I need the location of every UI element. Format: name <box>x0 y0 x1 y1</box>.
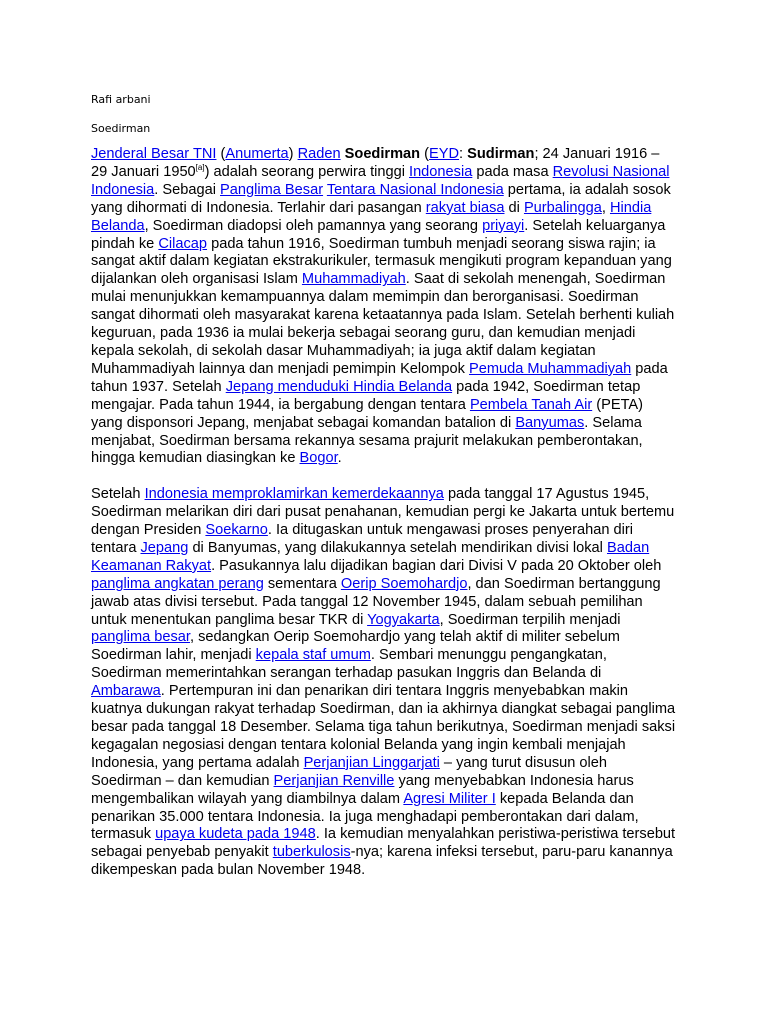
text-run: pada masa <box>472 163 553 180</box>
text-run: . <box>337 450 342 467</box>
wiki-link[interactable]: Jepang menduduki Hindia Belanda <box>225 378 453 395</box>
wiki-link[interactable]: Indonesia memproklamirkan kemerdekaannya <box>144 486 444 503</box>
wiki-link[interactable]: EYD <box>429 146 460 162</box>
text-run: . Ia ditugaskan untuk mengawasi proses penyerahan diri tentara <box>91 522 633 556</box>
text-run: . Selama menjabat, Soedirman bersama rekannya sesama prajurit melakukan pemberontakan, hingga kemudian diasingkan ke <box>91 414 643 467</box>
text-run: ; 24 Januari 1916 – 29 Januari 1950 <box>91 146 660 180</box>
wiki-link[interactable]: Revolusi Nasional Indonesia <box>91 163 670 198</box>
wiki-link[interactable]: Yogyakarta <box>367 611 440 628</box>
wiki-link[interactable]: Soekarno <box>205 522 268 539</box>
text-run: di <box>504 199 524 216</box>
text-run: , Soedirman diadopsi oleh pamannya yang seorang <box>144 217 483 234</box>
wiki-link[interactable]: upaya kudeta pada 1948 <box>155 826 316 843</box>
text-run: yang menyebabkan Indonesia harus mengembalikan wilayah yang diambilnya dalam <box>91 772 634 807</box>
document-title: Soedirman <box>91 122 151 135</box>
wiki-link[interactable]: Tentara Nasional Indonesia <box>326 181 504 198</box>
wiki-link[interactable]: Pembela Tanah Air <box>469 396 593 413</box>
text-run: pada tanggal 17 Agustus 1945, Soedirman melarikan diri dari pusat penahanan, kemudian pergi ke Jakarta untuk bertemu dengan Presiden <box>91 486 675 539</box>
text-run: pada 1942, Soedirman tetap mengajar. Pada tahun 1944, ia bergabung dengan tentara <box>91 378 641 413</box>
wiki-link[interactable]: Oerip Soemohardjo <box>340 575 468 592</box>
bold-term: Sudirman <box>467 146 535 162</box>
wiki-link[interactable]: Ambarawa <box>91 683 161 700</box>
wiki-link[interactable]: Panglima Besar <box>220 181 324 198</box>
wiki-link[interactable]: Purbalingga <box>523 199 602 216</box>
text-run: . Pertempuran ini dan penarikan diri tentara Inggris menyebabkan makin kuatnya dukungan rakyat terhadap Soedirman, dan ia akhirnya diangkat sebagai panglima besar pada tanggal 18 Desember. Selama tiga tahun berikutnya, Soedirman menjadi saksi kegagalan negosiasi dengan tentara kolonial Belanda yang ingin kembali menjajah Indonesia, yang pertama adalah <box>91 683 676 771</box>
wiki-link[interactable]: Perjanjian Renville <box>273 772 395 789</box>
wiki-link[interactable]: Pemuda Muhammadiyah <box>469 360 632 377</box>
wiki-link[interactable]: tuberkulosis <box>272 844 351 861</box>
text-run: pada tahun 1916, Soedirman tumbuh menjadi seorang siswa rajin; ia sangat aktif dalam kegiatan ekstrakurikuler, termasuk mengikuti program kepanduan yang dijalankan oleh organisasi Islam <box>91 235 672 288</box>
wiki-link[interactable]: Cilacap <box>158 235 208 252</box>
author-name: Rafi arbani <box>91 93 151 106</box>
text-run: ) <box>288 146 298 162</box>
bold-term: Soedirman <box>344 146 421 162</box>
text-run: , dan Soedirman bertanggung jawab atas divisi tersebut. Pada tanggal 12 November 1945, dalam sebuah pemilihan untuk menentukan panglima besar TKR di <box>91 575 661 628</box>
document-body <box>91 92 677 880</box>
wiki-link[interactable]: Indonesia <box>409 163 473 180</box>
text-run: pertama, ia adalah sosok yang dihormati di Indonesia. Terlahir dari pasangan <box>91 181 671 216</box>
text-run: ( <box>420 146 430 162</box>
wiki-link[interactable]: Raden <box>297 146 341 162</box>
text-run: – yang turut disusun oleh Soedirman – dan kemudian <box>91 754 608 789</box>
wiki-link[interactable]: Agresi Militer I <box>403 790 496 807</box>
wiki-link[interactable]: Anumerta <box>225 146 289 162</box>
text-run: . Sebagai <box>154 181 221 198</box>
text-run: di Banyumas, yang dilakukannya setelah mendirikan divisi lokal <box>188 539 607 556</box>
article-paragraph <box>91 486 677 880</box>
text-run: , <box>601 199 610 216</box>
text-run: sementara <box>263 575 341 592</box>
text-run: ) adalah seorang perwira tinggi <box>204 163 410 180</box>
article-text <box>91 146 677 880</box>
text-run: -nya; karena infeksi tersebut, paru-paru kanannya dikempeskan pada bulan November 1948. <box>91 844 673 879</box>
wiki-link[interactable]: Bogor <box>299 450 338 467</box>
text-run: . Pasukannya lalu dijadikan bagian dari Divisi V pada 20 Oktober oleh <box>211 557 662 574</box>
wiki-link[interactable]: kepala staf umum <box>255 647 371 664</box>
text-run: . Saat di sekolah menengah, Soedirman mulai menunjukkan kemampuannya dalam memimpin dan berorganisasi. Soedirman sangat dihormati oleh masyarakat karena ketaatannya pada Islam. Setelah berhenti kuliah keguruan, pada 1936 ia mulai bekerja sebagai seorang guru, dan kemudian menjadi kepala sekolah, di sekolah dasar Muhammadiyah; ia juga aktif dalam kegiatan Muhammadiyah lainnya dan menjadi pemimpin Kelompok <box>91 271 675 377</box>
wiki-link[interactable]: Jenderal Besar TNI <box>91 146 217 162</box>
text-run: . Sembari menunggu pengangkatan, Soedirman memerintahkan serangan terhadap pasukan Inggris dan Belanda di <box>91 647 607 682</box>
wiki-link[interactable]: Hindia Belanda <box>91 199 652 234</box>
text-run: . Ia kemudian menyalahkan peristiwa-peristiwa tersebut sebagai penyebab penyakit <box>91 826 676 861</box>
text-run: ( <box>216 146 226 162</box>
text-run: pada tahun 1937. Setelah <box>91 360 668 395</box>
wiki-link[interactable]: priyayi <box>482 217 525 234</box>
text-run: kepada Belanda dan penarikan 35.000 tentara Indonesia. Ia juga menghadapi pemberontakan dari dalam, termasuk <box>91 790 639 843</box>
text-run: : <box>459 146 468 162</box>
article-paragraph <box>91 146 677 468</box>
text-run: Setelah <box>91 486 145 503</box>
wiki-link[interactable]: panglima angkatan perang <box>91 575 264 592</box>
wiki-link[interactable]: Jepang <box>140 539 189 556</box>
text-run: , Soedirman terpilih menjadi <box>439 611 621 628</box>
wiki-link[interactable]: rakyat biasa <box>425 199 505 216</box>
wiki-link[interactable]: Perjanjian Linggarjati <box>303 754 440 771</box>
text-run: (PETA) yang disponsori Jepang, menjabat sebagai komandan batalion di <box>91 396 643 431</box>
text-run: . Setelah keluarganya pindah ke <box>91 217 666 252</box>
wiki-link[interactable]: panglima besar <box>91 629 190 646</box>
wiki-link[interactable]: Muhammadiyah <box>301 271 406 288</box>
wiki-link[interactable]: Badan Keamanan Rakyat <box>91 539 650 574</box>
wiki-link[interactable]: Banyumas <box>515 414 585 431</box>
footnote-ref[interactable]: [a] <box>195 163 205 173</box>
text-run: , sedangkan Oerip Soemohardjo yang telah aktif di militer sebelum Soedirman lahir, menjadi <box>91 629 620 664</box>
